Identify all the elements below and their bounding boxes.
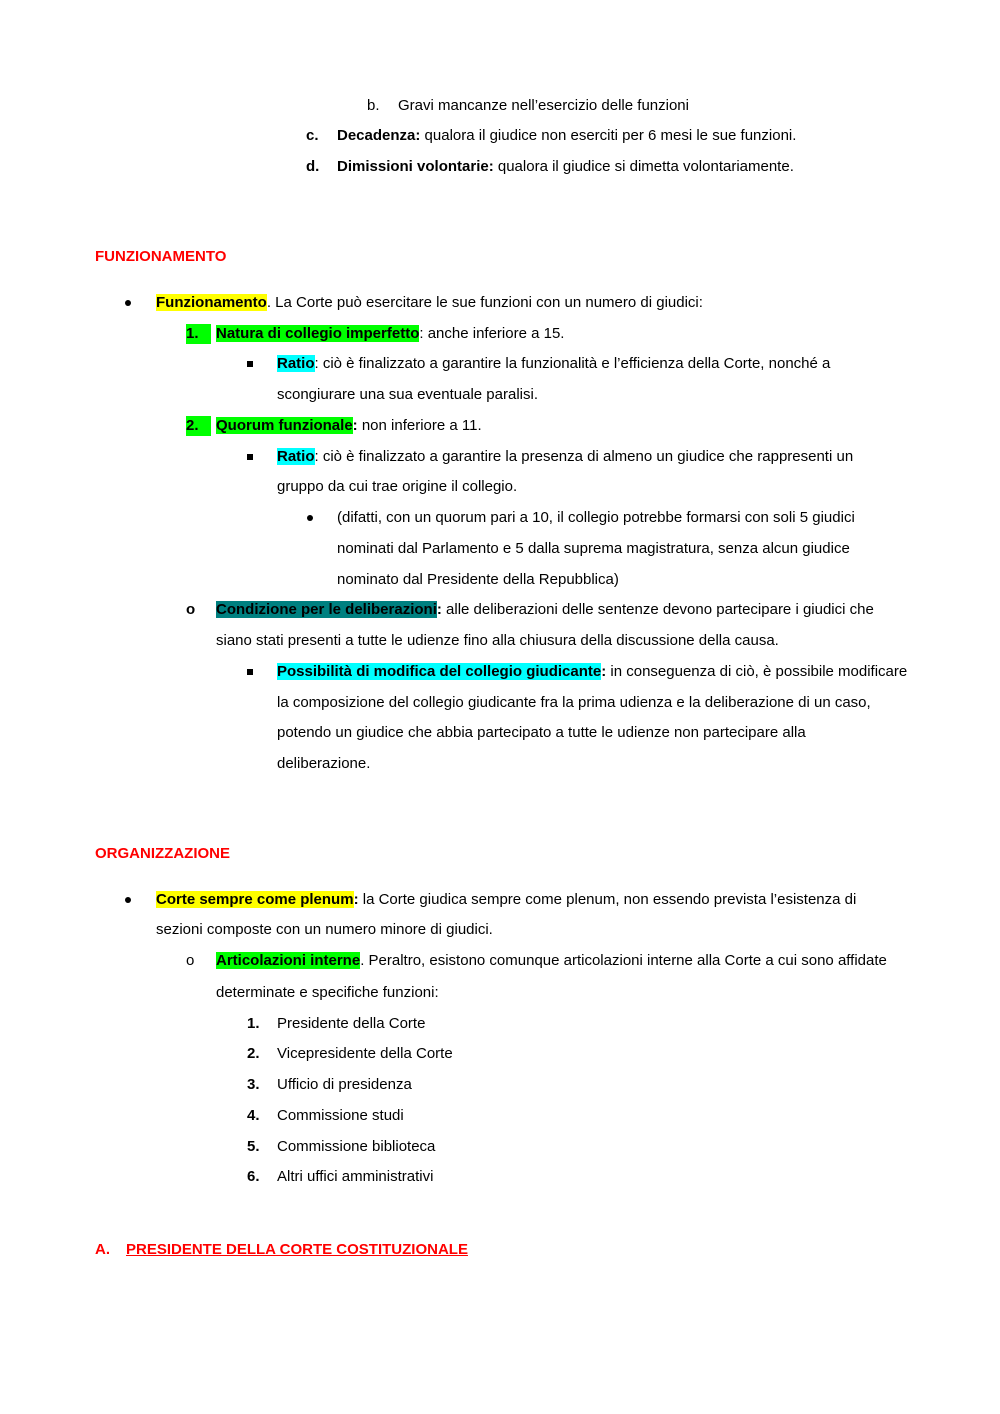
art-line1 bbox=[216, 951, 887, 971]
org-item-text: Commissione biblioteca bbox=[277, 1138, 436, 1155]
org-item-marker: 1. bbox=[247, 1015, 260, 1032]
square-bullet bbox=[247, 669, 253, 675]
bullet-dot bbox=[125, 897, 131, 903]
poss-colon: : bbox=[601, 663, 607, 680]
item1 bbox=[216, 324, 564, 344]
list-marker-d: d. bbox=[306, 158, 320, 175]
cond-line1 bbox=[216, 600, 874, 620]
item2-colon: : bbox=[352, 417, 358, 434]
item1-ratio-line2: scongiurare una sua eventuale paralisi. bbox=[277, 386, 538, 403]
heading-organizzazione: ORGANIZZAZIONE bbox=[95, 845, 230, 862]
funzionamento-bullet-text: . La Corte può esercitare le sue funzioni con un numero di giudici: bbox=[266, 294, 703, 311]
term-quorum-funzionale: Quorum funzionale bbox=[216, 417, 353, 434]
item2 bbox=[216, 416, 482, 436]
circle-marker: o bbox=[186, 601, 196, 618]
term-collegio-imperfetto: Natura di collegio imperfetto bbox=[216, 325, 420, 342]
note-line3: nominato dal Presidente della Repubblica) bbox=[337, 571, 619, 588]
term-dimissioni: Dimissioni volontarie: bbox=[337, 158, 494, 175]
org-item-marker: 6. bbox=[247, 1168, 260, 1185]
note-line1: (difatti, con un quorum pari a 10, il collegio potrebbe formarsi con soli 5 giudici bbox=[337, 509, 855, 526]
item2-marker: 2. bbox=[186, 416, 211, 436]
section-a-title: PRESIDENTE DELLA CORTE COSTITUZIONALE bbox=[126, 1241, 468, 1258]
cond-line2: siano stati presenti a tutte le udienze fino alla chiusura della discussione della causa. bbox=[216, 632, 779, 649]
term-ratio: Ratio bbox=[277, 355, 315, 372]
list-marker-c: c. bbox=[306, 127, 319, 144]
list-item-d-text: qualora il giudice si dimetta volontariamente. bbox=[493, 158, 794, 175]
square-bullet bbox=[247, 454, 253, 460]
bullet-dot bbox=[307, 515, 313, 521]
heading-funzionamento: FUNZIONAMENTO bbox=[95, 248, 227, 265]
cond-colon: : bbox=[436, 601, 442, 618]
org-item-marker: 5. bbox=[247, 1138, 260, 1155]
org-item-text: Altri uffici amministrativi bbox=[277, 1168, 434, 1185]
term-decadenza: Decadenza: bbox=[337, 127, 421, 144]
list-marker-b: b. bbox=[367, 97, 380, 114]
item2-ratio-line2: gruppo da cui trae origine il collegio. bbox=[277, 478, 518, 495]
poss-line3: potendo un giudice che abbia partecipato a tutte le udienze non partecipare alla bbox=[277, 724, 806, 741]
plenum-line1 bbox=[156, 890, 856, 910]
plenum-colon: : bbox=[353, 891, 359, 908]
list-item-c-text: qualora il giudice non eserciti per 6 mesi le sue funzioni. bbox=[420, 127, 797, 144]
org-item-text: Presidente della Corte bbox=[277, 1015, 426, 1032]
item1-ratio-text: : ciò è finalizzato a garantire la funzionalità e l’efficienza della Corte, nonché a bbox=[314, 355, 831, 372]
term-possibilita: Possibilità di modifica del collegio giudicante bbox=[277, 663, 602, 680]
term-condizione: Condizione per le deliberazioni bbox=[216, 601, 437, 618]
item2-ratio-text: : ciò è finalizzato a garantire la presenza di almeno un giudice che rappresenti un bbox=[314, 448, 854, 465]
plenum-text: la Corte giudica sempre come plenum, non essendo prevista l’esistenza di bbox=[358, 891, 857, 908]
poss-line4: deliberazione. bbox=[277, 755, 371, 772]
org-item-text: Vicepresidente della Corte bbox=[277, 1045, 453, 1062]
art-text: . Peraltro, esistono comunque articolazioni interne alla Corte a cui sono affidate bbox=[360, 952, 887, 969]
plenum-line2: sezioni composte con un numero minore di giudici. bbox=[156, 921, 493, 938]
poss-line2: la composizione del collegio giudicante fra la prima udienza e la deliberazione di un caso, bbox=[277, 694, 871, 711]
list-item-b-text: Gravi mancanze nell’esercizio delle funzioni bbox=[398, 97, 689, 114]
org-item-marker: 3. bbox=[247, 1076, 260, 1093]
art-line2: determinate e specifiche funzioni: bbox=[216, 984, 439, 1001]
item2-ratio-line1 bbox=[277, 447, 853, 467]
term-articolazioni: Articolazioni interne bbox=[216, 952, 361, 969]
item1-marker: 1. bbox=[186, 324, 211, 344]
term-funzionamento: Funzionamento bbox=[156, 294, 267, 311]
org-item-marker: 4. bbox=[247, 1107, 260, 1124]
item1-text: : anche inferiore a 15. bbox=[419, 325, 565, 342]
term-plenum: Corte sempre come plenum bbox=[156, 891, 354, 908]
item1-ratio-line1 bbox=[277, 354, 830, 374]
item2-text: non inferiore a 11. bbox=[357, 417, 482, 434]
org-item-text: Commissione studi bbox=[277, 1107, 404, 1124]
cond-text: alle deliberazioni delle sentenze devono partecipare i giudici che bbox=[441, 601, 874, 618]
square-bullet bbox=[247, 361, 253, 367]
circle-marker: o bbox=[186, 952, 195, 969]
note-line2: nominati dal Parlamento e 5 dalla suprema magistratura, senza alcun giudice bbox=[337, 540, 850, 557]
poss-text: in conseguenza di ciò, è possibile modificare bbox=[606, 663, 908, 680]
poss-line1 bbox=[277, 662, 907, 682]
term-ratio: Ratio bbox=[277, 448, 315, 465]
bullet-dot bbox=[125, 300, 131, 306]
org-item-text: Ufficio di presidenza bbox=[277, 1076, 412, 1093]
list-item-d bbox=[337, 157, 794, 177]
org-item-marker: 2. bbox=[247, 1045, 260, 1062]
funzionamento-bullet bbox=[156, 293, 703, 313]
section-a-marker: A. bbox=[95, 1241, 110, 1258]
list-item-c bbox=[337, 126, 796, 146]
